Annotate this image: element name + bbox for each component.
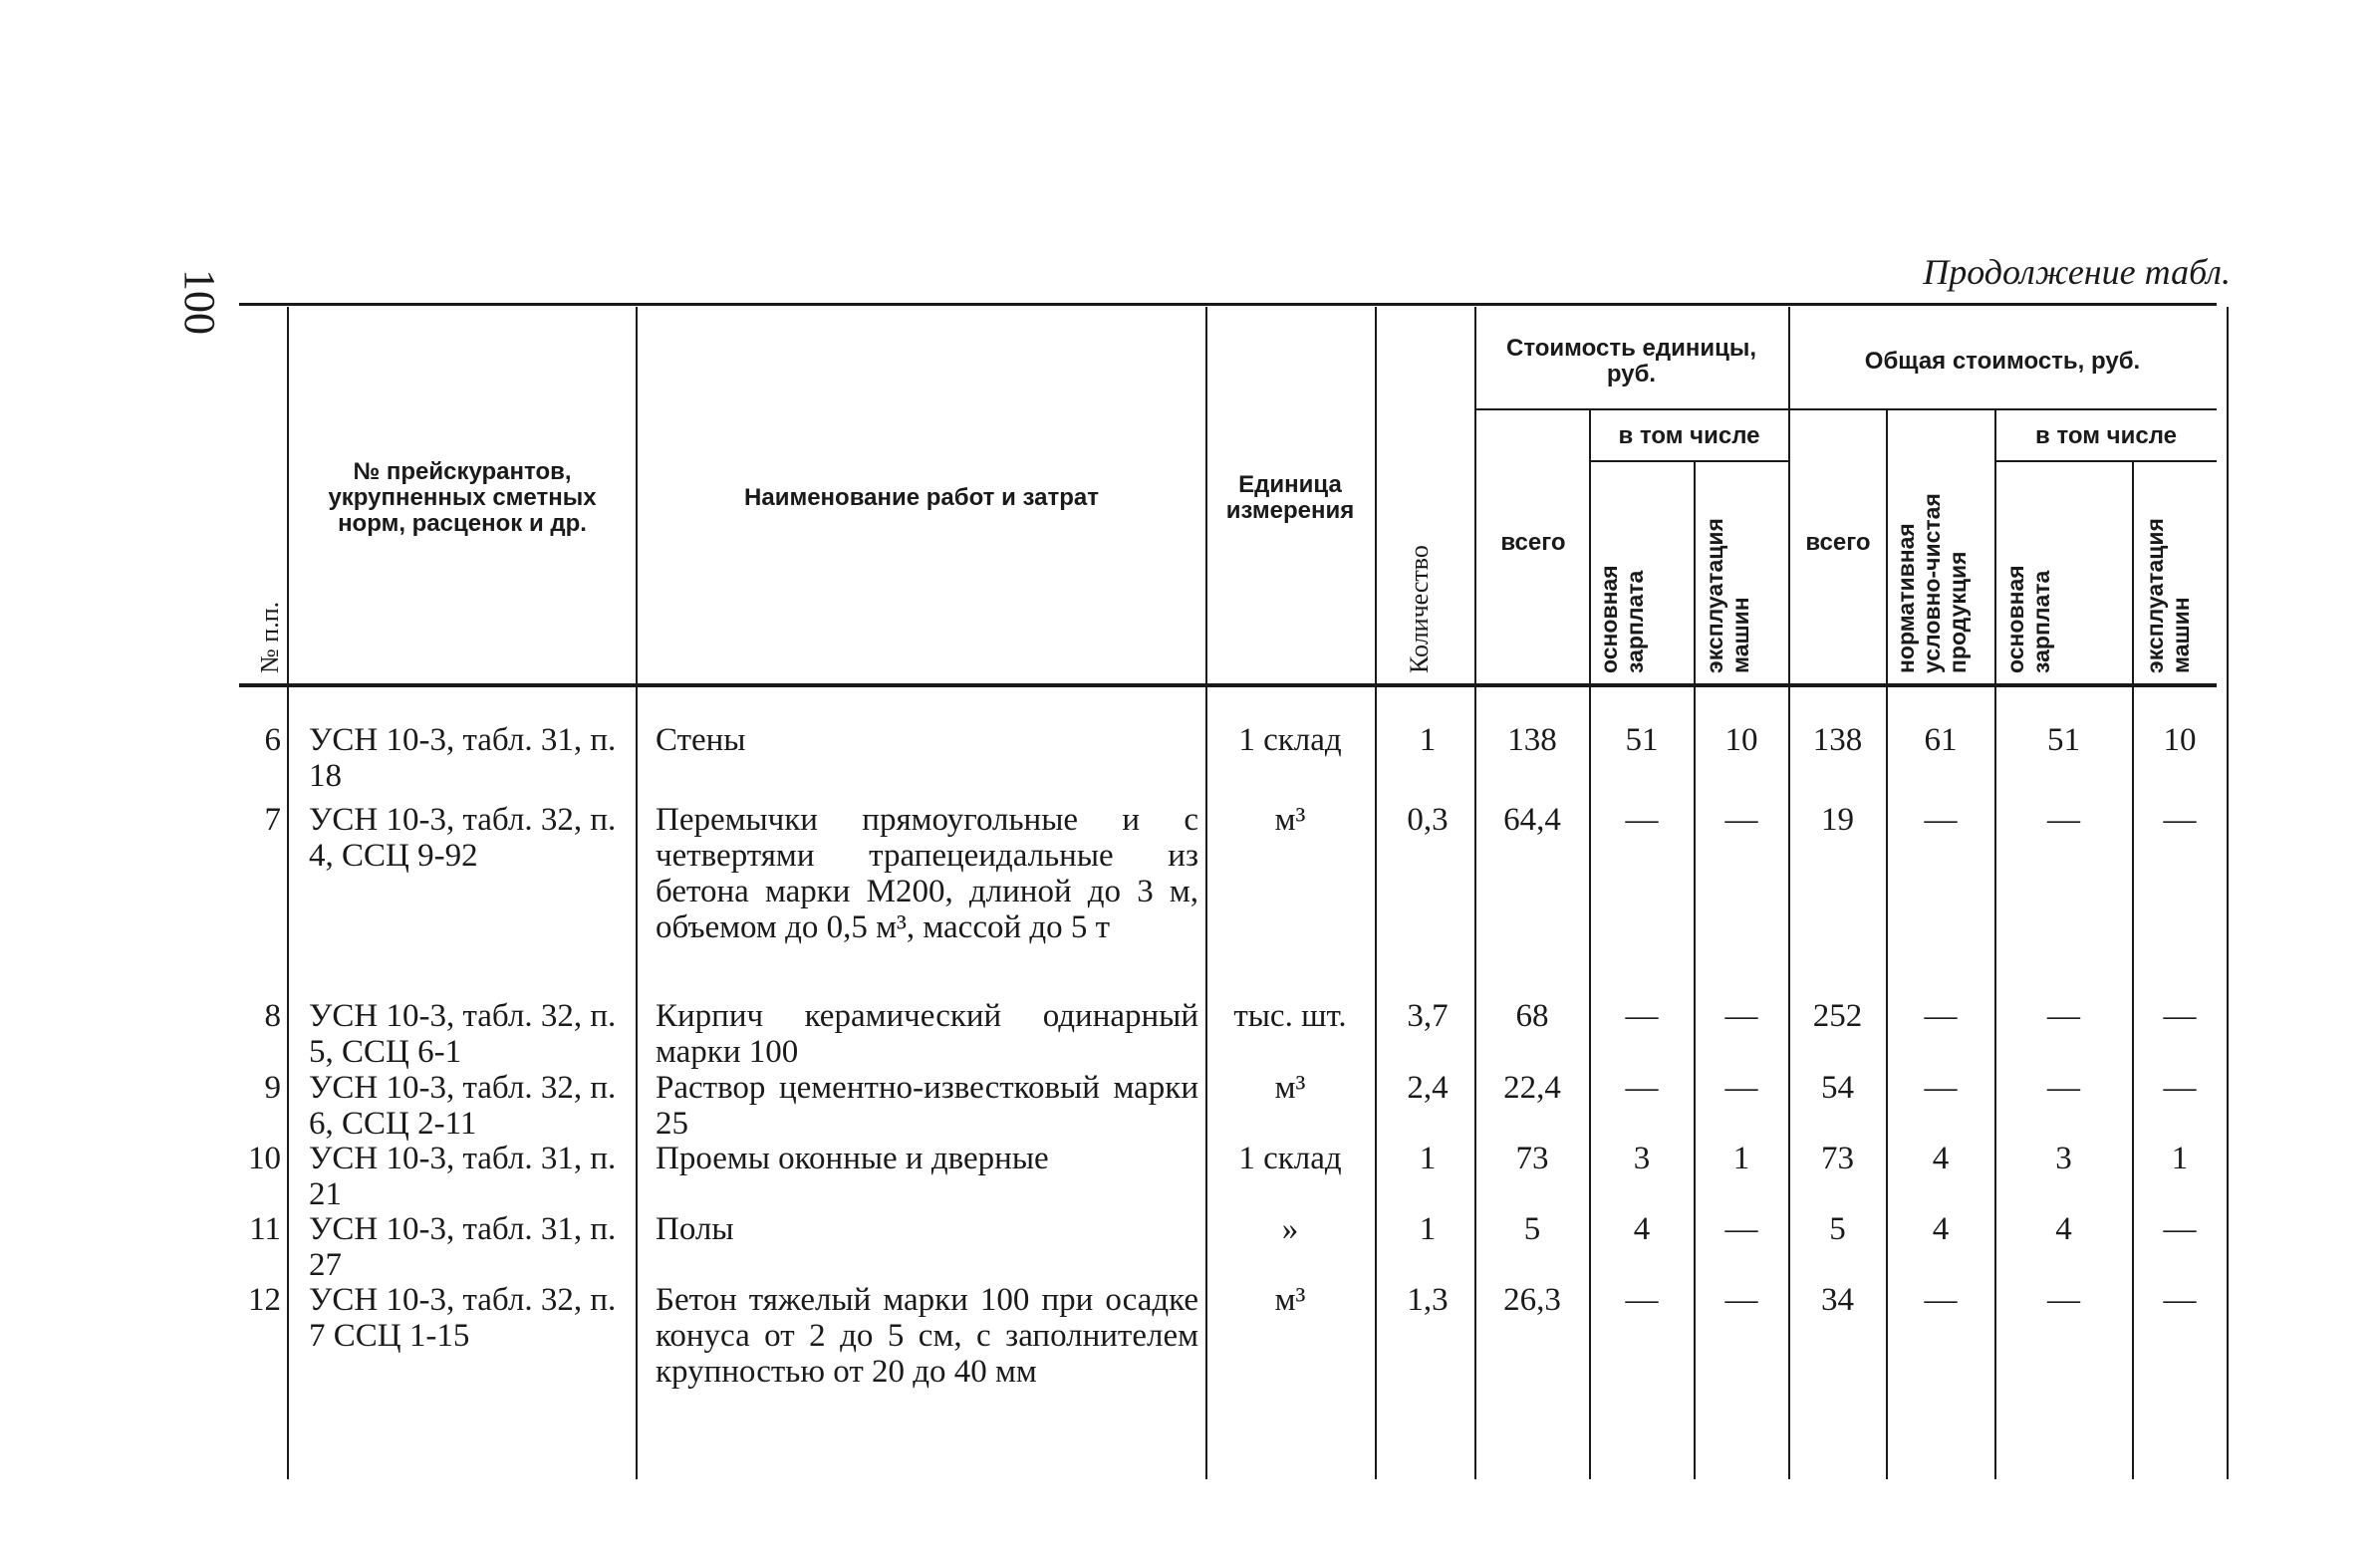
cell-u-total: 64,4 <box>1503 802 1561 838</box>
cell-u-machine: — <box>1724 1211 1758 1247</box>
cell-t-machine: 10 <box>2163 722 2197 758</box>
header-total-total: всего <box>1805 529 1871 556</box>
cell-no: 9 <box>264 1070 281 1106</box>
cell-t-salary: — <box>2047 1070 2080 1106</box>
cell-work-name: Кирпич керамический одинарный марки 100 <box>656 998 1198 1070</box>
cell-u-machine: — <box>1724 802 1758 838</box>
cell-unit: 1 склад <box>1238 1141 1342 1176</box>
header-work-name: Наименование работ и затрат <box>744 484 1099 511</box>
header-total-cost: Общая стоимость, руб. <box>1864 347 2141 375</box>
cell-u-machine: — <box>1724 998 1758 1034</box>
cell-t-machine: 1 <box>2171 1141 2189 1176</box>
header-price-list: № прейскурантов, укрупненных сметных норм, расценок и др. <box>328 458 597 537</box>
header-total-including: в том числе <box>2035 422 2177 449</box>
cell-t-machine: — <box>2163 998 2197 1034</box>
cell-t-total: 5 <box>1829 1211 1846 1247</box>
cell-price-list-ref: УСН 10-3, табл. 31, п. 21 <box>309 1141 617 1212</box>
header-unit-including: в том числе <box>1618 422 1760 449</box>
cell-t-machine: — <box>2163 802 2197 838</box>
cell-work-name: Раствор цементно-известковый марки 25 <box>656 1070 1198 1142</box>
cell-price-list-ref: УСН 10-3, табл. 31, п. 18 <box>309 722 617 794</box>
cell-no: 10 <box>248 1141 281 1176</box>
header-unit: Единица измерения <box>1225 471 1355 524</box>
header-unit-total: всего <box>1500 529 1566 556</box>
cell-u-total: 138 <box>1507 722 1557 758</box>
cell-price-list-ref: УСН 10-3, табл. 32, п. 4, ССЦ 9-92 <box>309 802 617 874</box>
cell-unit: м³ <box>1274 802 1306 838</box>
cell-t-salary: 3 <box>2055 1141 2072 1176</box>
cell-qty: 0,3 <box>1407 802 1449 838</box>
cell-unit: тыс. шт. <box>1233 998 1347 1034</box>
cell-t-total: 34 <box>1821 1282 1854 1318</box>
column-rule <box>2227 307 2229 1479</box>
cell-work-name: Стены <box>656 722 746 758</box>
cell-t-machine: — <box>2163 1282 2197 1318</box>
cell-t-net: — <box>1924 802 1958 838</box>
cell-t-net: 4 <box>1932 1141 1950 1176</box>
cell-t-total: 54 <box>1821 1070 1854 1106</box>
cell-price-list-ref: УСН 10-3, табл. 32, п. 5, ССЦ 6-1 <box>309 998 617 1070</box>
cell-u-total: 68 <box>1515 998 1549 1034</box>
total-cost-subrule <box>1788 408 2217 410</box>
cell-u-salary: — <box>1625 998 1659 1034</box>
header-unit-machine-use: эксплуатация машин <box>1702 518 1753 673</box>
cell-qty: 3,7 <box>1407 998 1449 1034</box>
cell-qty: 1 <box>1419 1211 1437 1247</box>
header-quantity: Количество <box>1405 545 1434 673</box>
column-rule <box>2132 462 2134 1479</box>
cell-u-salary: — <box>1625 1282 1659 1318</box>
cell-qty: 2,4 <box>1407 1070 1449 1106</box>
cell-u-total: 73 <box>1515 1141 1549 1176</box>
cell-t-net: — <box>1924 1070 1958 1106</box>
cell-u-total: 26,3 <box>1503 1282 1561 1318</box>
cell-u-salary: 51 <box>1625 722 1659 758</box>
cell-u-salary: — <box>1625 1070 1659 1106</box>
cell-t-machine: — <box>2163 1211 2197 1247</box>
cell-t-net: 4 <box>1932 1211 1950 1247</box>
cell-u-machine: — <box>1724 1282 1758 1318</box>
cell-unit: м³ <box>1274 1282 1306 1318</box>
cell-no: 7 <box>264 802 281 838</box>
cell-t-salary: — <box>2047 1282 2080 1318</box>
header-net-production: нормативная условно-чистая продукция <box>1893 493 1971 673</box>
cell-qty: 1 <box>1419 722 1437 758</box>
cell-t-salary: 51 <box>2047 722 2080 758</box>
column-rule <box>1589 410 1591 1479</box>
cell-t-total: 19 <box>1821 802 1854 838</box>
header-top-rule <box>239 303 2217 306</box>
cell-work-name: Полы <box>656 1211 734 1247</box>
cell-t-salary: — <box>2047 998 2080 1034</box>
cell-t-net: — <box>1924 1282 1958 1318</box>
column-rule <box>287 307 289 1479</box>
unit-cost-including-rule <box>1589 460 1788 462</box>
cell-t-total: 73 <box>1821 1141 1854 1176</box>
cell-price-list-ref: УСН 10-3, табл. 31, п. 27 <box>309 1211 617 1283</box>
cell-work-name: Бетон тяжелый марки 100 при осадке конуса от 2 до 5 см, с заполнителем крупностью от 20 до 40 мм <box>656 1282 1198 1390</box>
cell-t-total: 252 <box>1812 998 1863 1034</box>
column-rule <box>1886 410 1888 1479</box>
cell-qty: 1 <box>1419 1141 1437 1176</box>
cell-price-list-ref: УСН 10-3, табл. 32, п. 6, ССЦ 2-11 <box>309 1070 617 1142</box>
header-total-base-salary: основная зарплата <box>2002 565 2054 673</box>
cell-no: 11 <box>249 1211 281 1247</box>
cell-u-salary: 4 <box>1633 1211 1651 1247</box>
header-total-machine-use: эксплуатация машин <box>2142 518 2194 673</box>
header-bottom-rule <box>239 683 2217 687</box>
column-rule <box>636 307 638 1479</box>
cell-u-machine: 1 <box>1732 1141 1750 1176</box>
cell-u-machine: 10 <box>1724 722 1758 758</box>
cell-no: 8 <box>264 998 281 1034</box>
cell-u-salary: 3 <box>1633 1141 1651 1176</box>
cell-price-list-ref: УСН 10-3, табл. 32, п. 7 ССЦ 1-15 <box>309 1282 617 1354</box>
cell-u-salary: — <box>1625 802 1659 838</box>
unit-cost-subrule <box>1474 408 1788 410</box>
cell-u-total: 22,4 <box>1503 1070 1561 1106</box>
cell-qty: 1,3 <box>1407 1282 1449 1318</box>
cell-t-net: 61 <box>1924 722 1958 758</box>
cell-unit: 1 склад <box>1238 722 1342 758</box>
total-cost-including-rule <box>1994 460 2217 462</box>
header-unit-base-salary: основная зарплата <box>1596 565 1648 673</box>
header-unit-cost: Стоимость единицы, руб. <box>1506 334 1756 387</box>
column-rule <box>1694 462 1696 1479</box>
header-row-no: № п.п. <box>255 601 284 673</box>
column-rule <box>1994 410 1996 1479</box>
cell-t-machine: — <box>2163 1070 2197 1106</box>
cell-u-total: 5 <box>1523 1211 1541 1247</box>
cell-work-name: Проемы оконные и дверные <box>656 1141 1049 1176</box>
cell-unit: » <box>1281 1211 1299 1247</box>
cell-t-total: 138 <box>1812 722 1863 758</box>
column-rule <box>1375 307 1377 1479</box>
cell-t-salary: — <box>2047 802 2080 838</box>
cell-unit: м³ <box>1274 1070 1306 1106</box>
page-number: 100 <box>175 269 224 335</box>
cell-t-salary: 4 <box>2055 1211 2072 1247</box>
cell-no: 6 <box>264 722 281 758</box>
cell-t-net: — <box>1924 998 1958 1034</box>
cell-work-name: Перемычки прямоугольные и с четвертями трапецеидальные из бетона марки М200, длиной до 3 м, объемом до 0,5 м³, массой до 5 т <box>656 802 1198 945</box>
cell-no: 12 <box>248 1282 281 1318</box>
cell-u-machine: — <box>1724 1070 1758 1106</box>
continuation-label: Продолжение табл. <box>1923 252 2231 292</box>
